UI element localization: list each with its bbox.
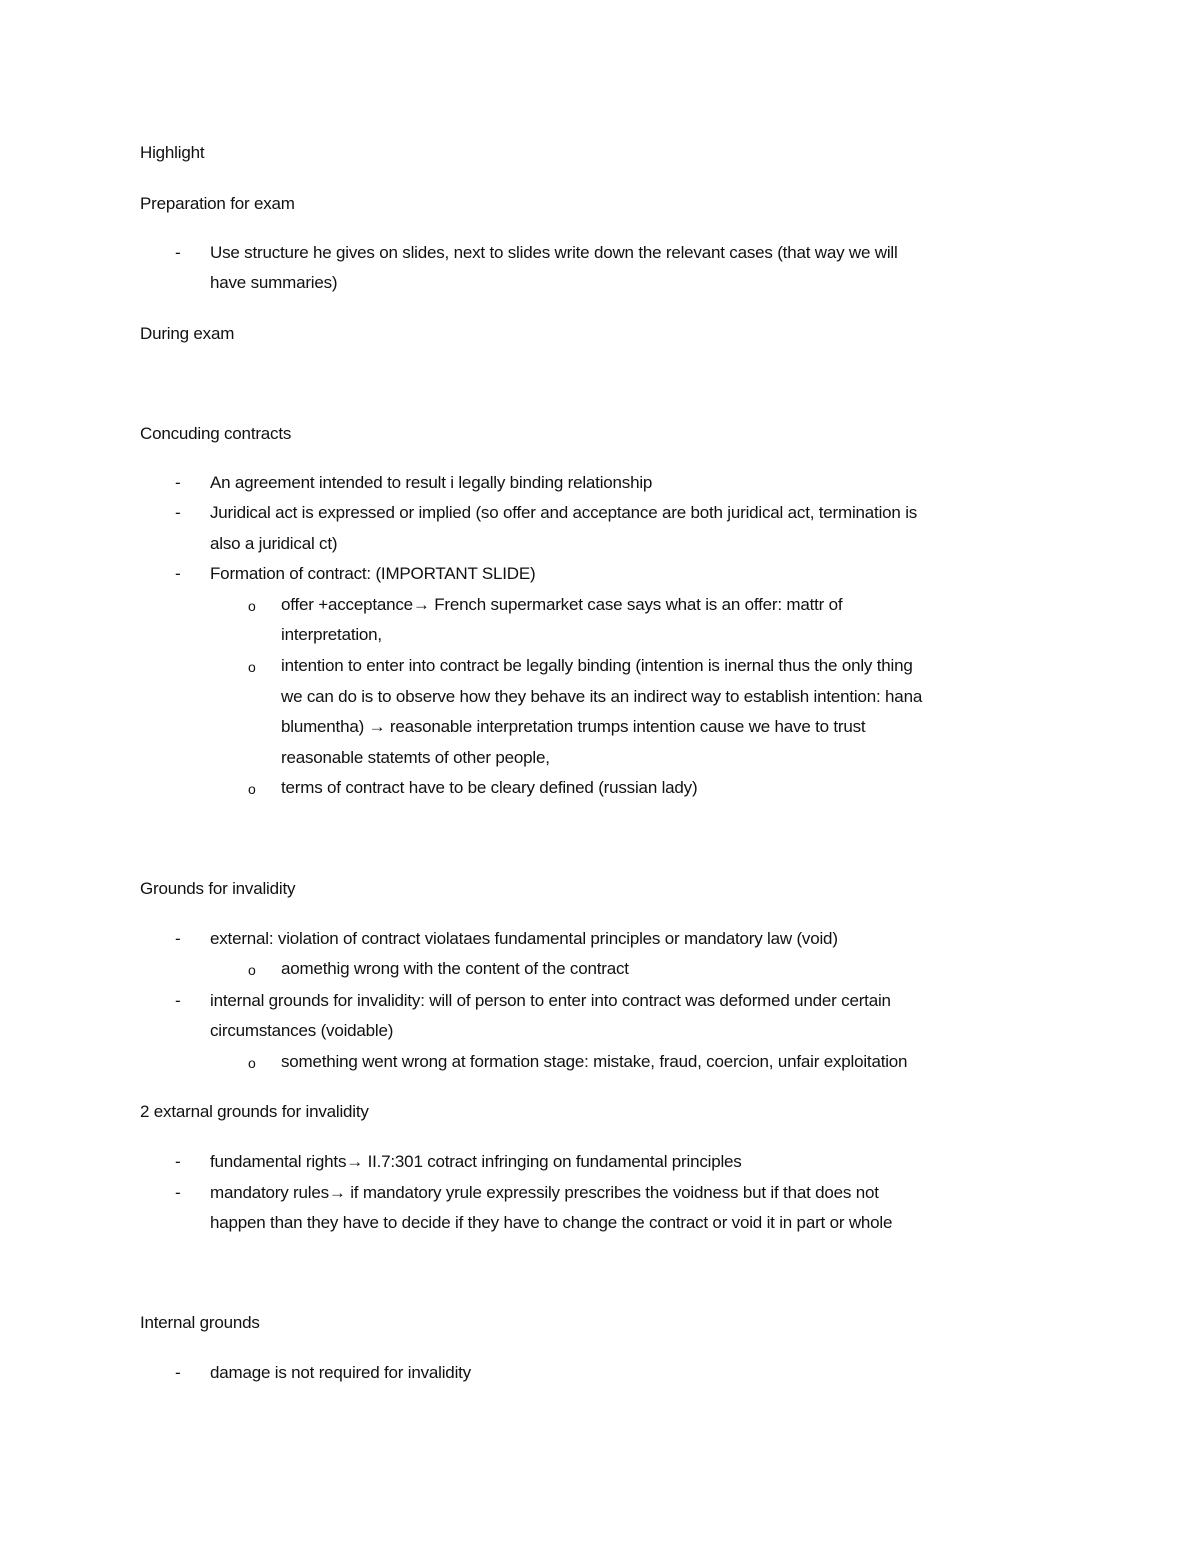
bullet-circle: o bbox=[248, 598, 256, 614]
heading-during: During exam bbox=[140, 324, 235, 343]
bullet-dash: - bbox=[175, 1152, 181, 1171]
list-item-line: fundamental rights→ II.7:301 cotract infringing on fundamental principles bbox=[210, 1152, 742, 1171]
bullet-circle: o bbox=[248, 659, 256, 675]
bullet-circle: o bbox=[248, 1055, 256, 1071]
bullet-dash: - bbox=[175, 1183, 181, 1202]
sub-item-line: interpretation, bbox=[281, 625, 382, 644]
list-item-line: also a juridical ct) bbox=[210, 534, 338, 553]
sub-item-line: aomethig wrong with the content of the contract bbox=[281, 959, 629, 978]
bullet-dash: - bbox=[175, 1363, 181, 1382]
heading-internal: Internal grounds bbox=[140, 1313, 260, 1332]
sub-item-line: offer +acceptance→ French supermarket case says what is an offer: mattr of bbox=[281, 595, 843, 614]
bullet-circle: o bbox=[248, 962, 256, 978]
bullet-dash: - bbox=[175, 243, 181, 262]
list-item-line: external: violation of contract violataes fundamental principles or mandatory law (void) bbox=[210, 929, 838, 948]
sub-item-line: reasonable statemts of other people, bbox=[281, 748, 550, 767]
bullet-dash: - bbox=[175, 503, 181, 522]
list-item-line: internal grounds for invalidity: will of person to enter into contract was deformed under certain bbox=[210, 991, 891, 1010]
list-item-line: An agreement intended to result i legally binding relationship bbox=[210, 473, 653, 492]
heading-grounds: Grounds for invalidity bbox=[140, 879, 296, 898]
bullet-dash: - bbox=[175, 564, 181, 583]
bullet-circle: o bbox=[248, 781, 256, 797]
heading-preparation: Preparation for exam bbox=[140, 194, 295, 213]
sub-item-line: blumentha) → reasonable interpretation trumps intention cause we have to trust bbox=[281, 717, 866, 736]
bullet-dash: - bbox=[175, 473, 181, 492]
list-item-line: have summaries) bbox=[210, 273, 338, 292]
heading-highlight: Highlight bbox=[140, 143, 205, 162]
heading-concluding: Concuding contracts bbox=[140, 424, 292, 443]
list-item-line: happen than they have to decide if they have to change the contract or void it in part or whole bbox=[210, 1213, 893, 1232]
sub-item-line: terms of contract have to be cleary defined (russian lady) bbox=[281, 778, 698, 797]
sub-item-line: we can do is to observe how they behave its an indirect way to establish intention: hana bbox=[281, 687, 923, 706]
bullet-dash: - bbox=[175, 929, 181, 948]
sub-item-line: intention to enter into contract be legally binding (intention is inernal thus the only thing bbox=[281, 656, 913, 675]
bullet-dash: - bbox=[175, 991, 181, 1010]
list-item-line: Juridical act is expressed or implied (so offer and acceptance are both juridical act, termination is bbox=[210, 503, 918, 522]
list-item-line: mandatory rules→ if mandatory yrule expressily prescribes the voidness but if that does not bbox=[210, 1183, 879, 1202]
sub-item-line: something went wrong at formation stage: mistake, fraud, coercion, unfair exploitation bbox=[281, 1052, 908, 1071]
list-item-line: Formation of contract: (IMPORTANT SLIDE) bbox=[210, 564, 536, 583]
list-item-line: Use structure he gives on slides, next to slides write down the relevant cases (that way we will bbox=[210, 243, 898, 262]
list-item-line: damage is not required for invalidity bbox=[210, 1363, 471, 1382]
list-item-line: circumstances (voidable) bbox=[210, 1021, 394, 1040]
heading-external: 2 extarnal grounds for invalidity bbox=[140, 1102, 369, 1121]
